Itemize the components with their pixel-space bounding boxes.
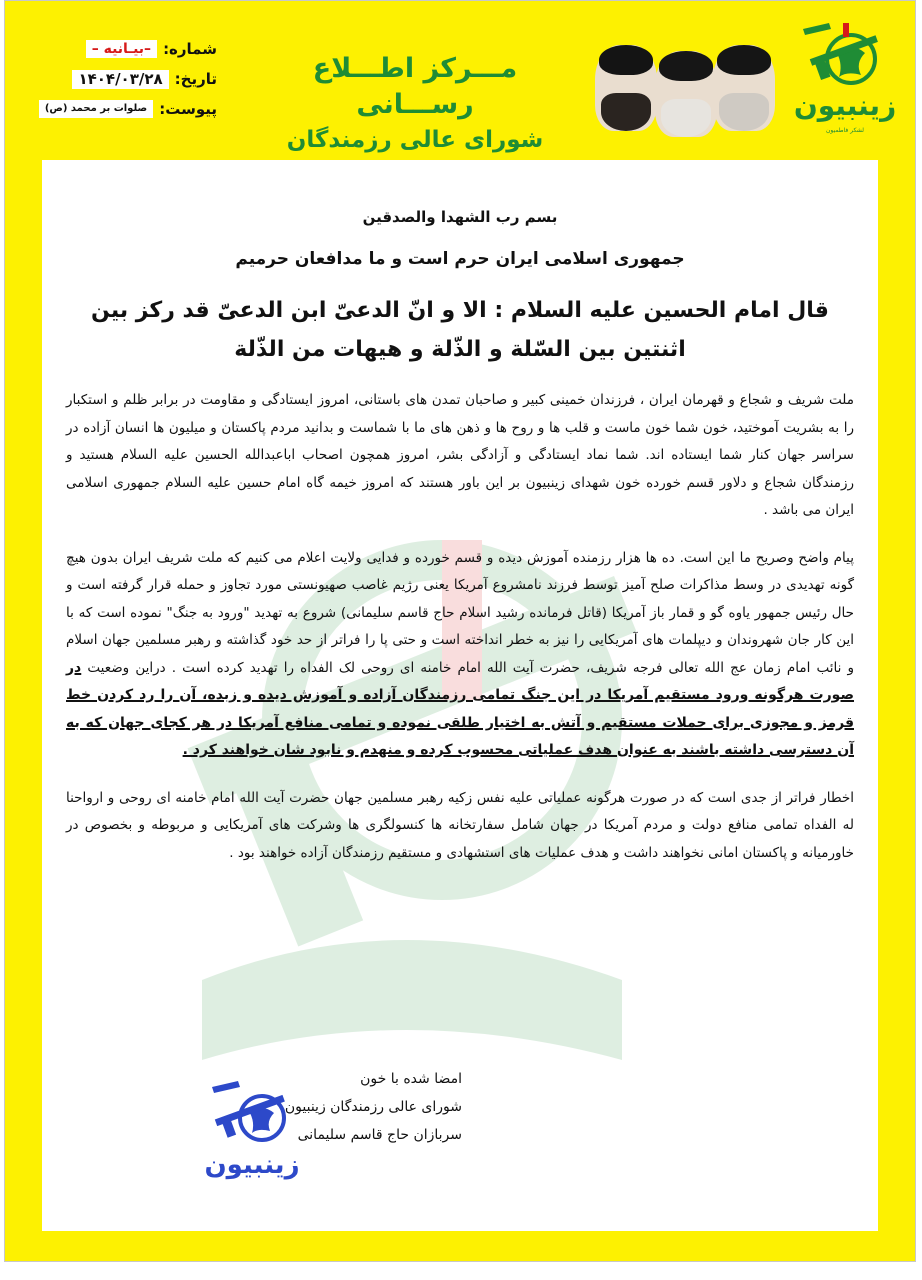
attachment-value: صلوات بر محمد (ص) — [39, 100, 153, 118]
imam-hussein-quote: قال امام الحسین علیه السلام : الا و انّ الدعیّ ابن الدعیّ قد رکز بین اثنتین بین السّلة و الذّلة و هیهات من الذّلة — [91, 298, 829, 362]
letterhead — [5, 1, 916, 151]
paragraph-2-text: پیام واضح وصریح ما این است. ده ها هزار رزمنده آموزش دیده و قسم خورده و فدایی ولایت اعلام می کنیم که ملت شریف ایران بدون هیچ گونه تهدیدی در وسط مذاکرات صلح آمیز توسط فرزند نامشروع آمریکا یعنی رژیم غاصب صهیونستی مورد تجاوز و حمله قرار گرفته است و حال رئیس جمهور یاوه گو و قمار باز آمریکا (قاتل فرمانده رشید اسلام حاج قاسم سلیمانی) شروع به تهدید "ورود به جنگ" نموده است که با این کار جان شهروندان و دیپلمات های آمریکایی را نیز به خطر انداخته است و حتی پا را فراتر از حد خود گذاشته و رهبر مسلمین جهان اسلام و نائب امام زمان عج الله تعالی فرجه شریف، حضرت آیت الله امام خامنه ای روحی لک الفداه را تهدید کرده است . دراین وضعیت — [66, 549, 854, 676]
emblem-icon — [789, 19, 901, 99]
statement-body — [42, 160, 878, 1231]
date-row — [27, 67, 217, 91]
signature-line-3: سربازان حاج قاسم سلیمانی — [297, 1127, 462, 1143]
portrait-right — [713, 45, 775, 131]
portrait-middle — [655, 51, 717, 137]
attachment-label: پیوست: — [159, 99, 217, 118]
signature-stamp — [192, 1073, 312, 1193]
attachment-row — [27, 97, 217, 121]
signature-line-2: شورای عالی رزمندگان زینبیون — [284, 1099, 462, 1115]
headline: جمهوری اسلامی ایران حرم است و ما مدافعان حرمیم — [235, 249, 685, 269]
date-value: ۱۴۰۴/۰۳/۲۸ — [72, 70, 168, 89]
org-title-line1: مـــرکز اطـــلاع رســـانی — [312, 53, 518, 120]
paragraph-2 — [66, 545, 854, 765]
logo-subtitle: لشکر فاطمیون — [826, 127, 864, 134]
stamp-word: زینبیون — [204, 1150, 300, 1180]
zainabiyoun-logo — [789, 19, 901, 139]
paragraph-3: اخطار فراتر از جدی است که در صورت هرگونه عملیاتی علیه نفس زکیه رهبر مسلمین جهان حضرت آیت الله امام خامنه ای روحی و ارواحنا له الفداه تمامی منافع دولت و مردم آمریکا در جهان شامل سفارتخانه ها کنسولگری ها وشرکت های آمریکایی و مربوطه و بخصوص در خاورمیانه و پاکستان امانی نخواهند داشت و هدف عملیات های استشهادی و مستقیم رزمندگان آزاده خواهند بود . — [66, 789, 854, 861]
number-label: شماره: — [163, 39, 217, 58]
signature-line-1: امضا شده با خون — [360, 1071, 462, 1087]
signature-block — [192, 1065, 462, 1195]
logo-word: زینبیون — [793, 89, 897, 122]
document-meta — [27, 37, 217, 127]
number-row — [27, 37, 217, 61]
leaders-portraits — [595, 41, 780, 141]
number-value: –بیـانیه – — [86, 40, 157, 58]
statement-page — [4, 0, 916, 1262]
org-title-line2: شورای عالی رزمندگان — [286, 127, 544, 153]
date-label: تاریخ: — [174, 69, 217, 88]
basmala: بسم رب الشهدا والصدقین — [362, 208, 558, 226]
stamp-emblem-icon — [192, 1073, 312, 1193]
paragraph-2-emphasis: در صورت هرگونه ورود مستقیم آمریکا در این جنگ تمامی رزمندگان آزاده و آموزش دیده و زبده، آن را رد کردن خط قرمز و مجوزی برای حملات مستقیم و آتش به اختیار طلقی نموده و تمامی منافع آمریکا در هر کجای جهان که به آن دسترسی داشته باشند به عنوان هدف عملیاتی محسوب کرده و منهدم و نابود شان خواهند کرد . — [66, 659, 854, 758]
text-area — [66, 160, 854, 881]
paragraph-1: ملت شریف و شجاع و قهرمان ایران ، فرزندان خمینی کبیر و صاحبان تمدن های باستانی، امروز ایستادگی و مقاومت در برابر ظلم و استکبار را به بشریت آموختید، خون شما خون ماست و قلب ها و روح ها و ذهن های ما با شماست و بدانید مردم پاکستان و میلیون ها انسان آزاده در سراسر جهان کنار شما ایستاده اند. شما نماد ایستادگی و آزادگی بشر، امروز همچون اصحاب اباعبدالله الحسین علیه السلام هستید و رزمندگان شجاع و دلاور قسم خورده خون شهدای زینبیون بر این باور هستند که امروز خیمه گاه امام حسین علیه السلام جمهوری اسلامی ایران می باشد . — [66, 392, 854, 518]
portrait-left — [595, 45, 657, 131]
